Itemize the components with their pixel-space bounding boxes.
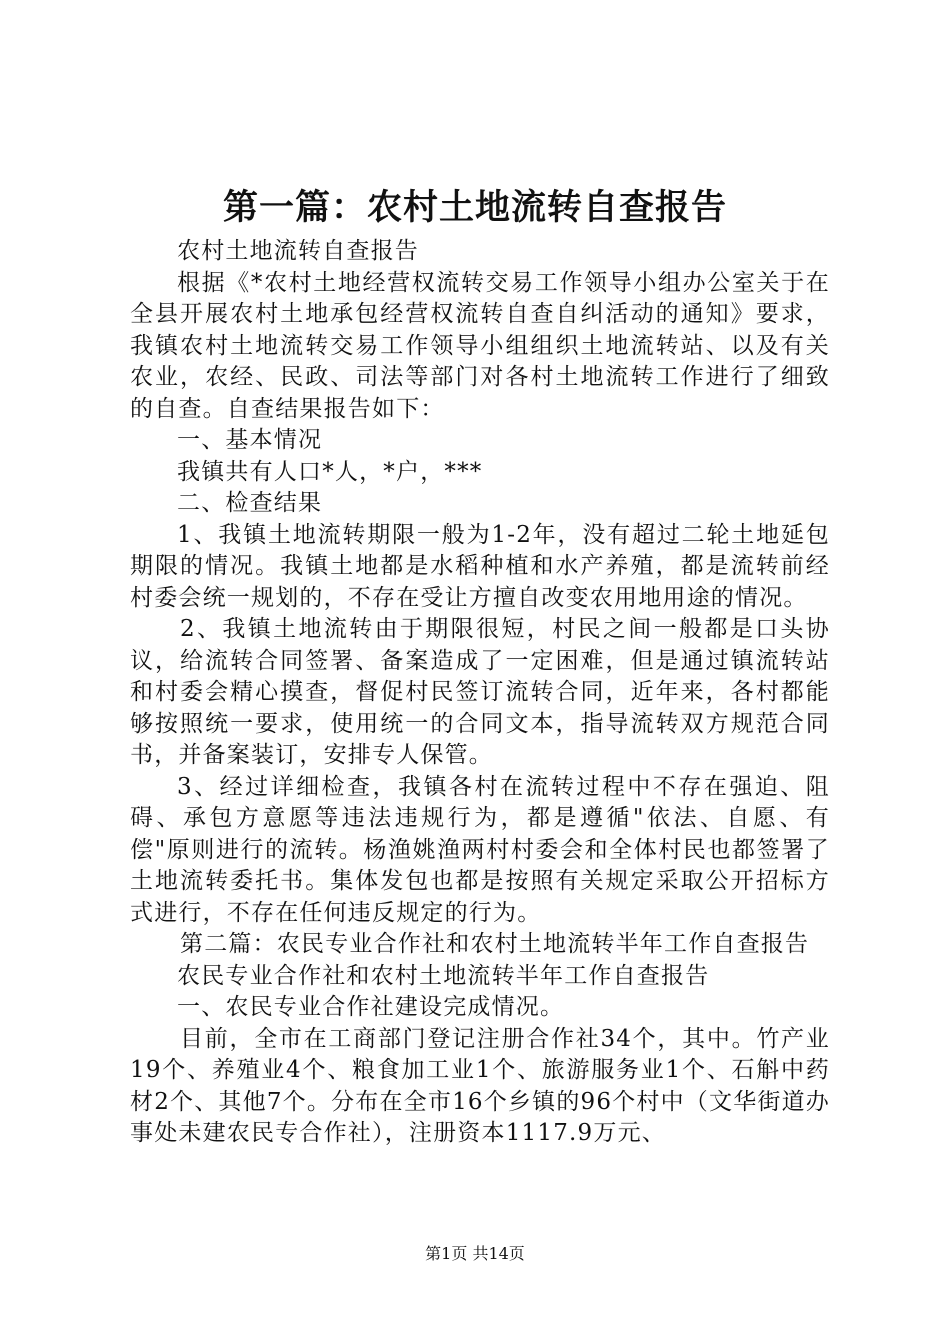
paragraph-result-1: 1、我镇土地流转期限一般为1-2年，没有超过二轮土地延包期限的情况。我镇土地都是水稻种植和水产养殖，都是流转前经村委会统一规划的，不存在受让方擅自改变农用地用途的情况。 (130, 521, 830, 611)
paragraph-cooperative-status: 目前，全市在工商部门登记注册合作社34个，其中。竹产业19个、养殖业4个、粮食加工业1个、旅游服务业1个、石斛中药材2个、其他7个。分布在全市16个乡镇的96个村中（文华街道办事处未建农民专合作社），注册资本1117.9万元、 (130, 1025, 830, 1146)
paragraph-part-two-title: 第二篇：农民专业合作社和农村土地流转半年工作自查报告 (180, 931, 810, 957)
paragraph-result-2: 2、我镇土地流转由于期限很短，村民之间一般都是口头协议，给流转合同签署、备案造成了一定困难，但是通过镇流转站和村委会精心摸查，督促村民签订流转合同，近年来，各村都能够按照统一要求，使用统一的合同文本，指导流转双方规范合同书，并备案装订，安排专人保管。 (130, 616, 830, 768)
page-footer: 第1页 共14页 (425, 1244, 525, 1263)
paragraph-section-results: 二、检查结果 (177, 490, 323, 516)
paragraph-section-cooperative: 一、农民专业合作社建设完成情况。 (177, 994, 565, 1020)
paragraph-part-two-report-title: 农民专业合作社和农村土地流转半年工作自查报告 (177, 962, 710, 989)
paragraph-section-basic: 一、基本情况 (177, 427, 323, 453)
paragraph-report-title: 农村土地流转自查报告 (177, 238, 419, 264)
paragraph-result-3: 3、经过详细检查，我镇各村在流转过程中不存在强迫、阻碍、承包方意愿等违法违规行为，都是遵循"依法、自愿、有偿"原则进行的流转。杨渔姚渔两村村委会和全体村民也都签署了土地流转委托书。集体发包也都是按照有关规定采取公开招标方式进行，不存在任何违反规定的行为。 (130, 773, 830, 926)
paragraph-population: 我镇共有人口*人，*户，*** (177, 458, 483, 485)
document-title: 第一篇：农村土地流转自查报告 (222, 188, 727, 228)
paragraph-intro: 根据《*农村土地经营权流转交易工作领导小组办公室关于在全县开展农村土地承包经营权流转自查自纠活动的通知》要求，我镇农村土地流转交易工作领导小组组织土地流转站、以及有关农业，农经、民政、司法等部门对各村土地流转工作进行了细致的自查。自查结果报告如下： (130, 269, 830, 422)
document-body (130, 236, 830, 1150)
